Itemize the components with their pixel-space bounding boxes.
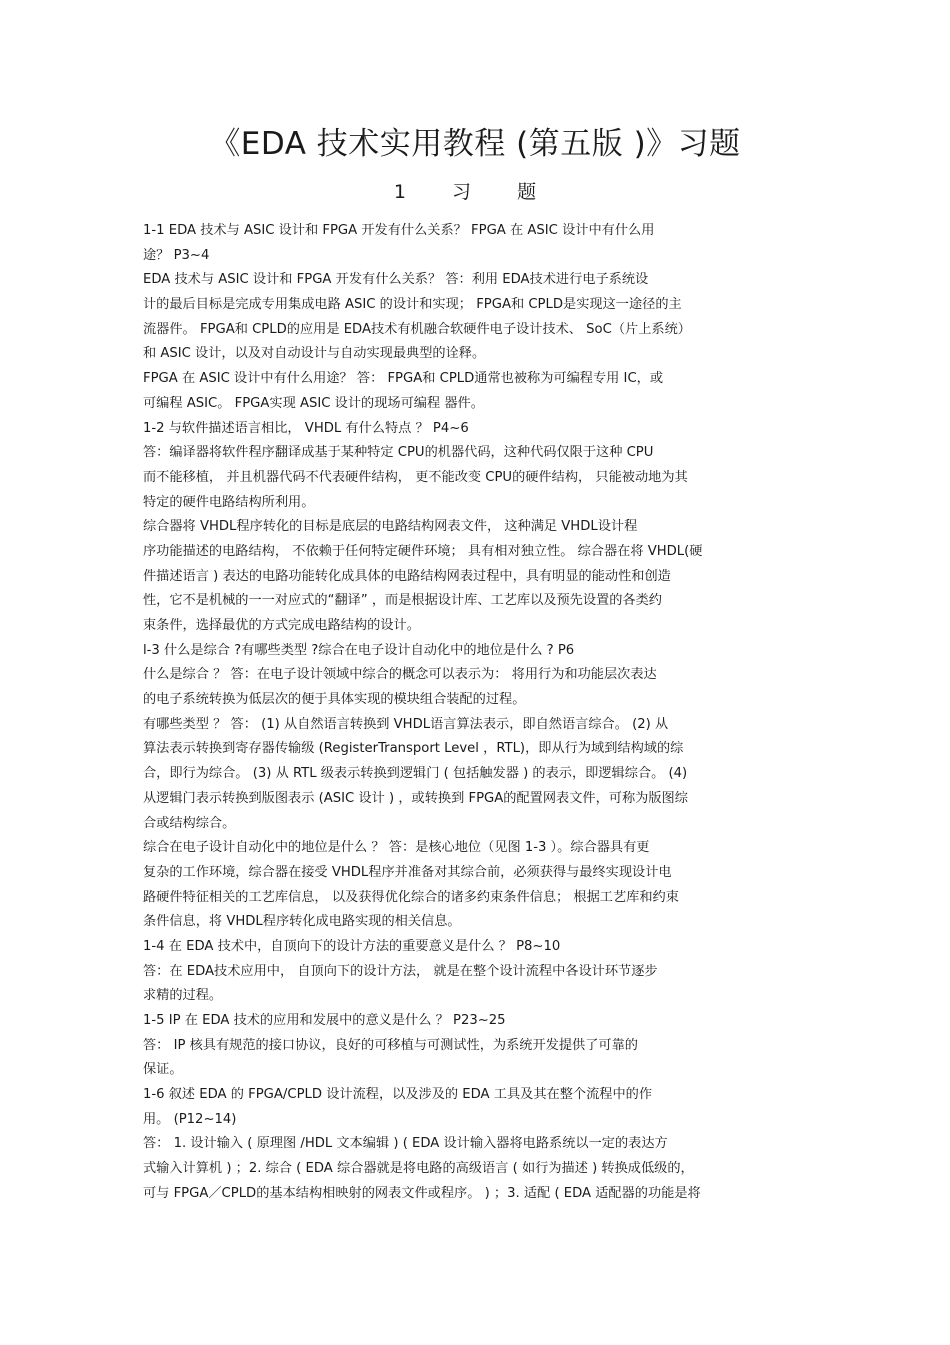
text-line: 可编程 ASIC。 FPGA实现 ASIC 设计的现场可编程 器件。 bbox=[143, 395, 484, 411]
document-title: 《EDA 技术实用教程 (第五版 )》习题 bbox=[209, 126, 741, 162]
text-line: 复杂的工作环境，综合器在接受 VHDL程序并准备对其综合前，必须获得与最终实现设计电 bbox=[143, 864, 672, 880]
text-line: 式输入计算机 ) ；2. 综合 ( EDA 综合器就是将电路的高级语言 ( 如行为描述 ) 转换成低级的， bbox=[143, 1161, 694, 1177]
text-line: 有哪些类型 ？ 答： (1) 从自然语言转换到 VHDL语言算法表示，即自然语言综合。 (2) 从 bbox=[143, 716, 669, 732]
text-line: 件描述语言 ) 表达的电路功能转化成具体的电路结构网表过程中，具有明显的能动性和创造 bbox=[143, 568, 671, 584]
text-line: 1-6 叙述 EDA 的 FPGA/CPLD 设计流程，以及涉及的 EDA 工具及其在整个流程中的作 bbox=[143, 1087, 653, 1103]
document-body bbox=[143, 219, 808, 1207]
text-line: l-3 什么是综合 ?有哪些类型 ?综合在电子设计自动化中的地位是什么 ? P6 bbox=[143, 642, 575, 658]
text-line: 什么是综合 ？ 答：在电子设计领域中综合的概念可以表示为： 将用行为和功能层次表达 bbox=[143, 667, 657, 683]
text-line: 序功能描述的电路结构， 不依赖于任何特定硬件环境； 具有相对独立性。 综合器在将 VHDL(硬 bbox=[143, 543, 703, 559]
text-line: 途？ P3~4 bbox=[143, 247, 210, 263]
text-line: 1-5 IP 在 EDA 技术的应用和发展中的意义是什么 ？ P23~25 bbox=[143, 1013, 506, 1028]
text-line: 从逻辑门表示转换到版图表示 (ASIC 设计 ) ，或转换到 FPGA的配置网表文件，可称为版图综 bbox=[143, 790, 688, 806]
text-line: 合，即行为综合。 (3) 从 RTL 级表示转换到逻辑门 ( 包括触发器 ) 的表示，即逻辑综合。 (4) bbox=[143, 766, 688, 782]
text-line: 路硬件特征相关的工艺库信息， 以及获得优化综合的诸多约束条件信息； 根据工艺库和约束 bbox=[143, 889, 679, 905]
text-line: 和 ASIC 设计，以及对自动设计与自动实现最典型的诠释。 bbox=[143, 346, 486, 362]
text-line: 1-2 与软件描述语言相比， VHDL 有什么特点 ？ P4~6 bbox=[143, 420, 469, 436]
text-line: 计的最后目标是完成专用集成电路 ASIC 的设计和实现； FPGA和 CPLD是实现这一途径的主 bbox=[143, 297, 682, 313]
text-line: 答：编译器将软件程序翻译成基于某种特定 CPU的机器代码，这种代码仅限于这种 CPU bbox=[143, 445, 654, 461]
text-line: 答：在 EDA技术应用中， 自顶向下的设计方法， 就是在整个设计流程中各设计环节逐步 bbox=[143, 963, 658, 979]
text-line: 合或结构综合。 bbox=[143, 815, 236, 831]
text-line: 综合器将 VHDL程序转化的目标是底层的电路结构网表文件， 这种满足 VHDL设计程 bbox=[143, 519, 638, 535]
text-line: 特定的硬件电路结构所利用。 bbox=[143, 494, 315, 510]
text-line: 算法表示转换到寄存器传输级 (RegisterTransport Level ，RTL)，即从行为域到结构域的综 bbox=[143, 741, 684, 757]
text-line: 答： 1. 设计输入 ( 原理图 /HDL 文本编辑 ) ( EDA 设计输入器将电路系统以一定的表达方 bbox=[143, 1136, 668, 1152]
text-line: 用。 (P12~14) bbox=[143, 1111, 237, 1127]
text-line: FPGA 在 ASIC 设计中有什么用途？ 答： FPGA和 CPLD通常也被称为可编程专用 IC，或 bbox=[143, 371, 664, 387]
text-line: 可与 FPGA／CPLD的基本结构相映射的网表文件或程序。 ) ；3. 适配 ( EDA 适配器的功能是将 bbox=[143, 1185, 701, 1201]
text-line: 综合在电子设计自动化中的地位是什么 ？ 答：是核心地位（见图 1-3 ）。综合器具有更 bbox=[143, 840, 650, 856]
text-line: 条件信息，将 VHDL程序转化成电路实现的相关信息。 bbox=[143, 914, 461, 930]
text-line: 答： IP 核具有规范的接口协议，良好的可移植与可测试性，为系统开发提供了可靠的 bbox=[143, 1037, 638, 1053]
text-line: 的电子系统转换为低层次的便于具体实现的模块组合装配的过程。 bbox=[143, 692, 526, 708]
text-line: 求精的过程。 bbox=[143, 988, 223, 1004]
section-heading: 1 习 题 bbox=[393, 181, 557, 203]
text-line: 1-4 在 EDA 技术中，自顶向下的设计方法的重要意义是什么 ？ P8~10 bbox=[143, 938, 561, 954]
text-line: EDA 技术与 ASIC 设计和 FPGA 开发有什么关系？ 答：利用 EDA技术进行电子系统设 bbox=[143, 272, 649, 288]
text-line: 流器件。 FPGA和 CPLD的应用是 EDA技术有机融合软硬件电子设计技术、 SoC（片上系统） bbox=[143, 321, 691, 337]
text-line: 1-1 EDA 技术与 ASIC 设计和 FPGA 开发有什么关系？ FPGA 在 ASIC 设计中有什么用 bbox=[143, 223, 655, 238]
text-line: 而不能移植， 并且机器代码不代表硬件结构， 更不能改变 CPU的硬件结构， 只能被动地为其 bbox=[143, 469, 688, 485]
text-line: 保证。 bbox=[143, 1062, 183, 1078]
text-line: 性，它不是机械的一一对应式的“翻译” ，而是根据设计库、工艺库以及预先设置的各类约 bbox=[143, 593, 662, 609]
text-line: 束条件，选择最优的方式完成电路结构的设计。 bbox=[143, 618, 420, 633]
